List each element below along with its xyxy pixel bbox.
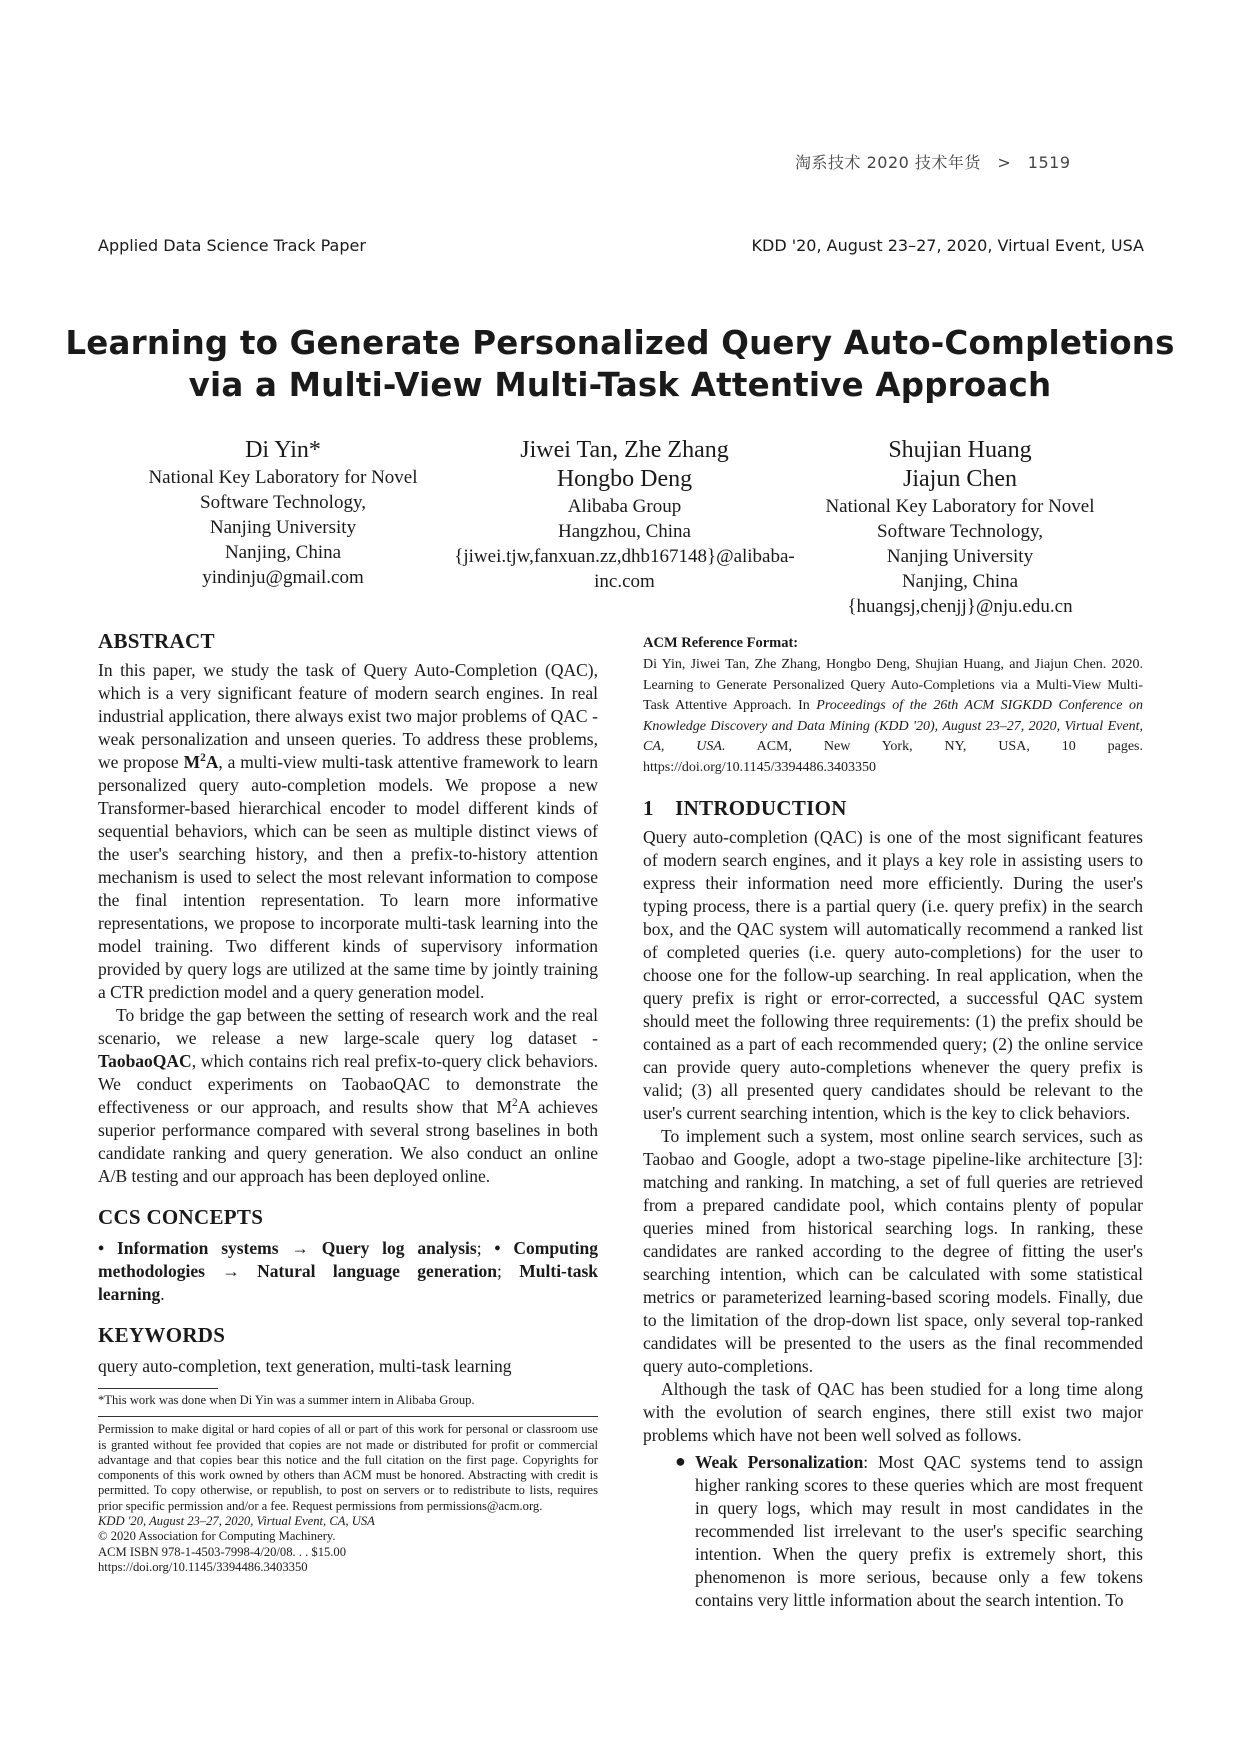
copyright-line: © 2020 Association for Computing Machinery. bbox=[98, 1529, 336, 1544]
ccs-heading: CCS CONCEPTS bbox=[98, 1205, 264, 1229]
right-column bbox=[643, 632, 1143, 1612]
reference-text: Di Yin, Jiwei Tan, Zhe Zhang, Hongbo Deng, Shujian Huang, and Jiajun Chen. 2020. Learning to Generate Personalized Query Auto-Completions via a Multi-View Multi-Task Attentive Approach. In bbox=[643, 657, 1143, 713]
ccs-concept: • Computing methodologies → Natural language generation bbox=[98, 1238, 598, 1281]
intro-paragraph-3: Although the task of QAC has been studied for a long time along with the evolution of search engines, there still exist two major problems which have not been well solved as follows. bbox=[643, 1379, 1143, 1445]
abstract-text: , a multi-view multi-task attentive framework to learn personalized query auto-completion models. We propose a new Transformer-based hierarchical encoder to model different kinds of sequential behaviors, which can be seen as multiple distinct views of the user's searching history, and then a prefix-to-history attention mechanism is used to select the most relevant information to compose the final intention representation. To learn more informative representations, we propose to incorporate multi-task learning into the model training. Two different kinds of supervisory information provided by query logs are utilized at the same time by jointly training a CTR prediction model and a query generation model. bbox=[98, 752, 599, 1002]
doi-line: https://doi.org/10.1145/3394486.3403350 bbox=[98, 1559, 308, 1574]
author-affil: National Key Laboratory for Novel bbox=[148, 467, 418, 488]
author-affil: Software Technology, bbox=[877, 521, 1043, 542]
acm-reference-heading: ACM Reference Format: bbox=[643, 635, 799, 651]
bullet-icon: ● bbox=[675, 1451, 686, 1471]
abstract-text: To bridge the gap between the setting of research work and the real scenario, we release a new large-scale query log dataset - bbox=[98, 1005, 598, 1048]
model-name-suffix: A bbox=[205, 752, 219, 772]
bullet-text bbox=[695, 1451, 1143, 1612]
author-affil: Alibaba Group bbox=[567, 496, 682, 517]
author-name: Jiwei Tan, Zhe Zhang bbox=[520, 437, 729, 463]
ccs-separator: ; bbox=[497, 1261, 520, 1281]
abstract-paragraph-2 bbox=[98, 1004, 598, 1188]
model-superscript: 2 bbox=[200, 752, 206, 765]
author-affil: Nanjing University bbox=[209, 517, 357, 538]
conference-line: KDD '20, August 23–27, 2020, Virtual Event, CA, USA bbox=[98, 1514, 375, 1529]
footnote: *This work was done when Di Yin was a summer intern in Alibaba Group. bbox=[98, 1393, 475, 1407]
author-affil: National Key Laboratory for Novel bbox=[825, 496, 1095, 517]
author-name: Shujian Huang bbox=[888, 437, 1032, 463]
bullet-term: Weak Personalization bbox=[695, 1452, 864, 1472]
bullet-item bbox=[643, 1451, 1143, 1612]
intro-paragraph-2: To implement such a system, most online search services, such as Taobao and Google, adopt a two-stage pipeline-like architecture [3]: matching and ranking. In matching, a set of full queries are retrieved from a prepared candidate pool, which contains plenty of popular queries mined from historical searching logs. In ranking, these candidates are ranked according to the degree of fitting the user's searching intention, which can be calculated with some statistical metrics or parameterized learning-based scoring models. Finally, due to the limitation of the drop-down list space, only several top-ranked candidates will be presented to the users as the final recommended query auto-completions. bbox=[643, 1126, 1143, 1376]
ccs-end: . bbox=[160, 1284, 165, 1304]
model-superscript: 2 bbox=[512, 1097, 518, 1110]
abstract-heading: ABSTRACT bbox=[98, 629, 215, 653]
author-block-2 bbox=[447, 436, 802, 594]
author-affil: Nanjing, China bbox=[224, 542, 342, 563]
reference-venue: Proceedings of the 26th ACM SIGKDD Conference on Knowledge Discovery and Data Mining (KDD '20), August 23–27, 2020, Virtual Event, CA, USA. bbox=[643, 698, 1144, 754]
abstract-text: , which contains rich real prefix-to-query click behaviors. We conduct experiments on TaobaoQAC to demonstrate the effectiveness or our approach, and results show that M bbox=[98, 1051, 598, 1117]
author-affil: Software Technology, bbox=[200, 492, 366, 513]
author-email: {huangsj,chenjj}@nju.edu.cn bbox=[847, 596, 1073, 617]
isbn-line: ACM ISBN 978-1-4503-7998-4/20/08. . . $15.00 bbox=[98, 1544, 347, 1559]
ccs-concept: Multi-task learning bbox=[98, 1261, 598, 1304]
reference-text: ACM, New York, NY, USA, 10 pages. https://doi.org/10.1145/3394486.3403350 bbox=[643, 739, 1144, 775]
footnote-rule bbox=[98, 1388, 218, 1389]
running-head-left: Applied Data Science Track Paper bbox=[98, 236, 366, 255]
author-affil: Nanjing, China bbox=[901, 571, 1019, 592]
left-column bbox=[98, 630, 598, 1575]
dataset-name: TaobaoQAC bbox=[98, 1051, 192, 1071]
author-block-1 bbox=[118, 436, 448, 590]
keywords-heading: KEYWORDS bbox=[98, 1323, 226, 1347]
author-name: Jiajun Chen bbox=[903, 466, 1017, 492]
author-email: {jiwei.tjw,fanxuan.zz,dhb167148}@alibaba- bbox=[454, 546, 795, 567]
model-name: M bbox=[183, 752, 201, 772]
title-line-2: via a Multi-View Multi-Task Attentive Approach bbox=[188, 366, 1052, 404]
intro-paragraph-1: Query auto-completion (QAC) is one of the most significant features of modern search engines, and it plays a key role in assisting users to express their information need more efficiently. During the user's typing process, there is a partial query (i.e. query prefix) in the search box, and the QAC system will automatically recommend a ranked list of completed queries (i.e. query auto-completions) for the user to choose one for the follow-up searching. In real application, when the query prefix is right or error-corrected, a successful QAC system should meet the following three requirements: (1) the prefix should be contained as a part of each recommended query; (2) the online service can provide query auto-completions whenever the query prefix is valid; (3) all presented query candidates should be relevant to the user's current searching intention, which is the key to click behaviors. bbox=[643, 827, 1143, 1123]
author-affil: Nanjing University bbox=[886, 546, 1034, 567]
publication-header: 淘系技术 2020 技术年货 > 1519 bbox=[795, 153, 1071, 172]
acm-reference bbox=[643, 655, 1143, 778]
keywords-text: query auto-completion, text generation, multi-task learning bbox=[98, 1356, 512, 1376]
ccs-concept: • Information systems → Query log analysis bbox=[98, 1238, 477, 1258]
bullet-description: : Most QAC systems tend to assign higher ranking scores to these queries which are most frequent in query logs, which may result in most candidates in the recommended list irrelevant to the user's specific searching intention. When the query prefix is extremely short, this phenomenon is more serious, because only a few tokens contains very little information about the search intention. To bbox=[695, 1452, 1143, 1610]
abstract-paragraph-1 bbox=[98, 659, 598, 1004]
author-affil: Hangzhou, China bbox=[558, 521, 691, 542]
author-email: yindinju@gmail.com bbox=[202, 567, 364, 588]
author-block-3 bbox=[800, 436, 1120, 619]
abstract-text: A achieves superior performance compared with several strong baselines in both candidate ranking and query generation. We also conduct an online A/B testing and our approach has been deployed online. bbox=[98, 1097, 598, 1186]
paper-title bbox=[60, 322, 1180, 406]
permission-block: Permission to make digital or hard copies of all or part of this work for personal or classroom use is granted without fee provided that copies are not made or distributed for profit or commercial advantage and that copies bear this notice and the full citation on the first page. Copyrights for components of this work owned by others than ACM must be honored. Abstracting with credit is permitted. To copy otherwise, or republish, to post on servers or to redistribute to lists, requires prior specific permission and/or a fee. Request permissions from permissions@acm.org. bbox=[98, 1422, 598, 1513]
author-email: inc.com bbox=[594, 571, 655, 592]
author-name: Hongbo Deng bbox=[556, 466, 693, 492]
running-head-right: KDD '20, August 23–27, 2020, Virtual Event, USA bbox=[751, 236, 1144, 255]
author-name: Di Yin* bbox=[245, 437, 321, 463]
permission-rule bbox=[98, 1416, 598, 1417]
introduction-heading: 1 INTRODUCTION bbox=[643, 796, 847, 820]
title-line-1: Learning to Generate Personalized Query Auto-Completions bbox=[65, 324, 1175, 362]
ccs-separator: ; bbox=[476, 1238, 495, 1258]
abstract-text: In this paper, we study the task of Query Auto-Completion (QAC), which is a very significant feature of modern search engines. In real industrial application, there always exist two major problems of QAC - weak personalization and unseen queries. To address these problems, we propose bbox=[98, 660, 598, 772]
ccs-concepts bbox=[98, 1237, 598, 1306]
